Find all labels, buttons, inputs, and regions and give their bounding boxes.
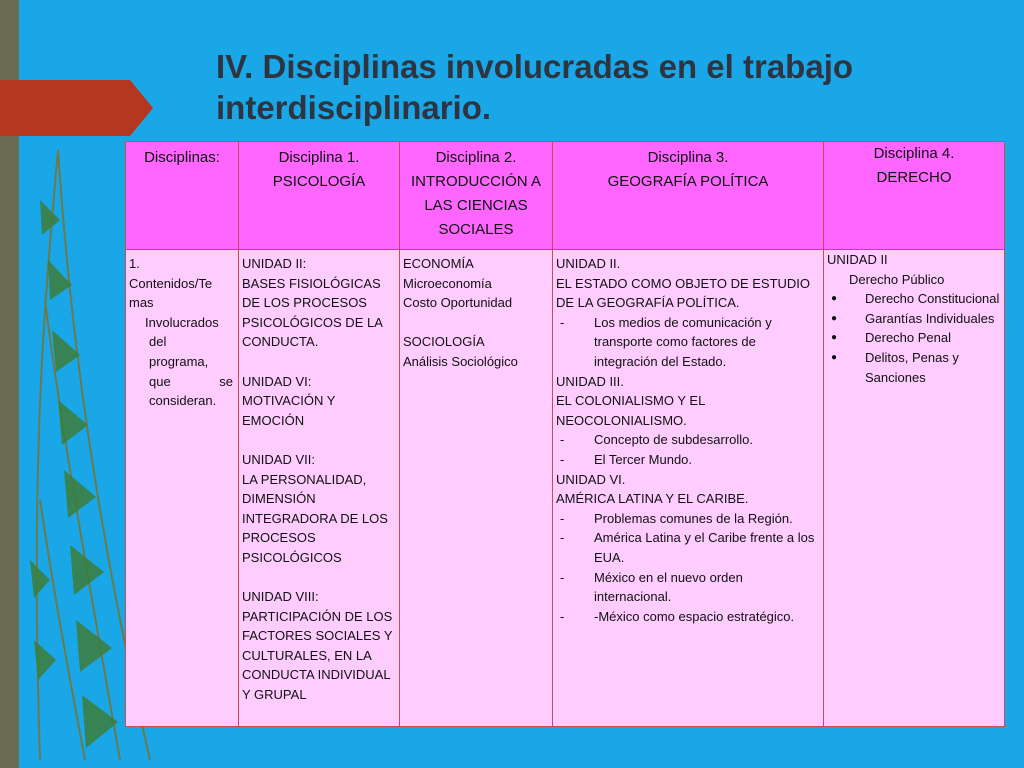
page-title: IV. Disciplinas involucradas en el trabajo interdisciplinario. [216, 48, 854, 126]
row-label-word: que [149, 373, 171, 389]
bullet-icon: ● [831, 312, 838, 324]
dash-marker: - [560, 314, 565, 330]
bullet-icon: ● [831, 293, 838, 305]
row-label-text: Involucrados [145, 314, 219, 330]
list-item-text: Garantías Individuales [865, 310, 995, 326]
topic-item: Costo Oportunidad [403, 295, 513, 311]
row-label-text: Contenidos/Te [129, 275, 213, 291]
list-item [556, 568, 820, 607]
row-label-text [129, 372, 235, 392]
unit-subtitle: AMÉRICA LATINA Y EL CARIBE. [556, 491, 749, 507]
ciencias-sociales-cell [400, 250, 553, 727]
list-item-text: América Latina y el Caribe frente a los EUA. [594, 530, 815, 565]
list-item [556, 313, 820, 372]
list-item [556, 509, 820, 529]
header-disciplina-2 [400, 142, 553, 250]
dash-marker: - [560, 608, 565, 624]
header-subject: GEOGRAFÍA POLÍTICA [607, 173, 769, 190]
unit-title: UNIDAD II [827, 252, 888, 267]
header-label: Disciplinas: [144, 149, 220, 166]
row-label-text: del [149, 334, 167, 350]
list-item [556, 450, 820, 470]
header-label: Disciplina 2. [435, 149, 517, 166]
list-item-text: Derecho Constitucional [865, 291, 1000, 307]
unit-title: UNIDAD VII: [242, 451, 315, 467]
header-disciplina-3 [553, 142, 824, 250]
list-item-text: México en el nuevo orden internacional. [594, 569, 743, 605]
derecho-cell [824, 250, 1005, 727]
header-subject: DERECHO [876, 169, 952, 186]
dash-marker: - [560, 432, 565, 448]
header-disciplina-4 [824, 142, 1005, 250]
row-label-word: se [219, 373, 233, 389]
list-item-text: Delitos, Penas y Sanciones [865, 349, 959, 385]
row-label-text: 1. [129, 256, 140, 271]
header-disciplina-1 [239, 142, 400, 250]
unit-title: UNIDAD VIII: [242, 589, 319, 605]
list-item-text: Derecho Penal [865, 330, 951, 346]
row-label-text: consideran. [149, 393, 217, 409]
list-item [556, 528, 820, 567]
unit-body: LA PERSONALIDAD, DIMENSIÓN INTEGRADORA DE LOS PROCESOS PSICOLÓGICOS [242, 471, 392, 565]
table-header-row [126, 142, 1005, 250]
unit-title: UNIDAD III. [556, 373, 624, 389]
bullet-icon: ● [831, 351, 838, 363]
unit-title: UNIDAD VI: [242, 373, 312, 389]
psicologia-cell [239, 250, 400, 727]
list-item-text: Concepto de subdesarrollo. [594, 432, 753, 448]
list-item [827, 348, 1001, 387]
unit-title: UNIDAD II: [242, 256, 307, 271]
topic-item: Microeconomía [403, 275, 492, 291]
list-item-text: Los medios de comunicación y transporte como factores de integración del Estado. [594, 314, 772, 369]
geografia-cell [553, 250, 824, 727]
topic-title: ECONOMÍA [403, 256, 474, 271]
topic-item: Análisis Sociológico [403, 353, 518, 369]
list-item-text: El Tercer Mundo. [594, 451, 693, 467]
list-item [556, 430, 820, 450]
unit-subtitle: EL COLONIALISMO Y EL NEOCOLONIALISMO. [556, 393, 709, 428]
list-item-text: -México como espacio estratégico. [594, 608, 795, 624]
disciplines-table [125, 141, 1005, 727]
table-row [126, 250, 1005, 727]
unit-title: UNIDAD VI. [556, 471, 626, 487]
row-label-text: programa, [149, 353, 209, 369]
list-item [556, 607, 820, 627]
list-item [827, 309, 1001, 329]
header-subject: PSICOLOGÍA [272, 173, 366, 190]
list-item-text: Problemas comunes de la Región. [594, 510, 793, 526]
unit-title: UNIDAD II. [556, 256, 621, 271]
unit-body: PARTICIPACIÓN DE LOS FACTORES SOCIALES Y CULTURALES, EN LA CONDUCTA INDIVIDUAL Y GRUPAL [242, 608, 396, 703]
row-label-cell [126, 250, 239, 727]
list-item [827, 289, 1001, 309]
header-label: Disciplina 4. [873, 145, 955, 162]
unit-body: MOTIVACIÓN Y EMOCIÓN [242, 393, 339, 428]
unit-body: BASES FISIOLÓGICAS DE LOS PROCESOS PSICOLÓGICOS DE LA CONDUCTA. [242, 275, 386, 350]
dash-marker: - [560, 569, 565, 585]
title-arrow-icon [0, 0, 160, 140]
header-disciplinas [126, 142, 239, 250]
header-label: Disciplina 3. [647, 149, 729, 166]
dash-marker: - [560, 530, 565, 546]
unit-subtitle: EL ESTADO COMO OBJETO DE ESTUDIO DE LA GEOGRAFÍA POLÍTICA. [556, 275, 814, 311]
header-subject: INTRODUCCIÓN A LAS CIENCIAS SOCIALES [410, 173, 546, 238]
header-label: Disciplina 1. [278, 149, 360, 166]
unit-subtitle: Derecho Público [849, 271, 945, 287]
dash-marker: - [560, 510, 565, 526]
list-item [827, 328, 1001, 348]
row-label-text: mas [129, 295, 154, 311]
dash-marker: - [560, 451, 565, 467]
topic-title: SOCIOLOGÍA [403, 334, 485, 350]
bullet-icon: ● [831, 332, 838, 344]
